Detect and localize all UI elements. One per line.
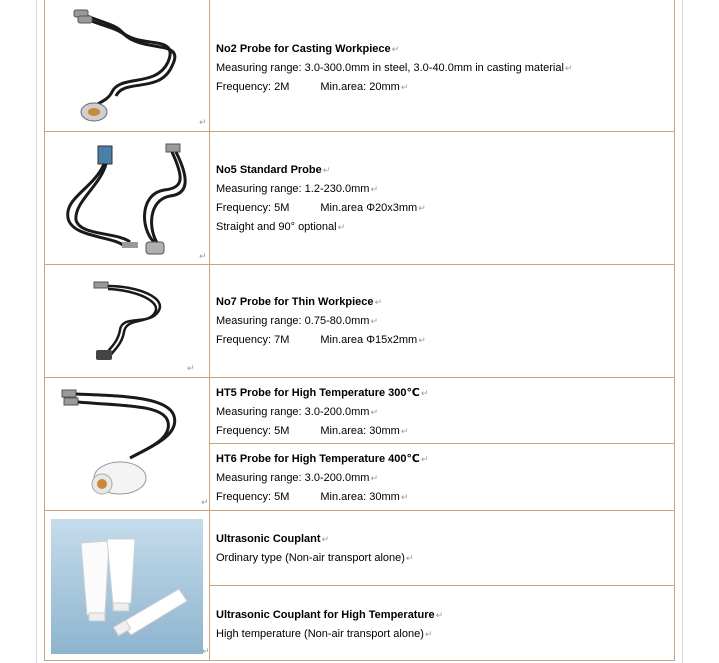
product-title: No7 Probe for Thin Workpiece [216, 296, 374, 308]
min-area: Min.area: 20mm [320, 81, 400, 93]
product-cell-couplant-high-temp: Ultrasonic Couplant for High Temperature↵ High temperature (Non-air transport alone)↵ [216, 609, 444, 640]
measuring-range: Measuring range: 3.0-200.0mm [216, 472, 370, 484]
product-cell-no5: No5 Standard Probe↵ Measuring range: 1.2-230.0mm↵ Frequency: 5M Min.area Φ20x3mm↵ Straight and 90° optional↵ [216, 164, 426, 233]
paragraph-mark: ↵ [202, 646, 210, 656]
measuring-range: Measuring range: 0.75-80.0mm [216, 315, 370, 327]
angle-option: Straight and 90° optional [216, 221, 337, 233]
product-title: No5 Standard Probe [216, 164, 322, 176]
paragraph-mark: ↵ [187, 363, 195, 373]
row-divider [44, 510, 675, 511]
frequency: Frequency: 5M [216, 202, 290, 214]
product-description: High temperature (Non-air transport alone) [216, 628, 424, 640]
frequency: Frequency: 7M [216, 334, 290, 346]
min-area: Min.area: 30mm [320, 491, 400, 503]
product-title: Ultrasonic Couplant for High Temperature [216, 609, 435, 621]
table-border-left [44, 0, 45, 661]
table-border-right [674, 0, 675, 661]
measuring-range: Measuring range: 3.0-200.0mm [216, 406, 370, 418]
min-area: Min.area Φ15x2mm [320, 334, 418, 346]
probe-cable-photo [58, 386, 198, 504]
product-cell-ht6: HT6 Probe for High Temperature 400℃↵ Measuring range: 3.0-200.0mm↵ Frequency: 5M Min.area: 30mm↵ [216, 453, 429, 503]
page-edge-right [682, 0, 683, 663]
couplant-tubes-photo [51, 519, 203, 654]
frequency: Frequency: 2M [216, 81, 290, 93]
measuring-range: Measuring range: 3.0-300.0mm in steel, 3.0-40.0mm in casting material [216, 62, 564, 74]
product-title: Ultrasonic Couplant [216, 533, 321, 545]
product-description: Ordinary type (Non-air transport alone) [216, 552, 405, 564]
row-divider [44, 131, 675, 132]
product-cell-no2: No2 Probe for Casting Workpiece↵ Measuring range: 3.0-300.0mm in steel, 3.0-40.0mm in casting material↵ Frequency: 2M Min.area: 20mm↵ [216, 43, 573, 93]
frequency: Frequency: 5M [216, 491, 290, 503]
table-border-bottom [44, 660, 675, 661]
product-cell-ht5: HT5 Probe for High Temperature 300℃↵ Measuring range: 3.0-200.0mm↵ Frequency: 5M Min.area: 30mm↵ [216, 387, 429, 437]
row-divider [44, 264, 675, 265]
frequency: Frequency: 5M [216, 425, 290, 437]
product-title: HT5 Probe for High Temperature 300℃ [216, 387, 420, 399]
paragraph-mark: ↵ [199, 117, 207, 127]
min-area: Min.area: 30mm [320, 425, 400, 437]
probe-cable-photo [54, 138, 204, 260]
row-divider [44, 377, 675, 378]
row-divider [209, 585, 675, 586]
table-column-divider [209, 0, 210, 661]
product-cell-couplant: Ultrasonic Couplant↵ Ordinary type (Non-air transport alone)↵ [216, 533, 414, 564]
paragraph-mark: ↵ [199, 251, 207, 261]
product-title: No2 Probe for Casting Workpiece [216, 43, 391, 55]
paragraph-mark: ↵ [201, 497, 209, 507]
product-cell-no7: No7 Probe for Thin Workpiece↵ Measuring range: 0.75-80.0mm↵ Frequency: 7M Min.area Φ15x2mm↵ [216, 296, 426, 346]
min-area: Min.area Φ20x3mm [320, 202, 418, 214]
row-divider [209, 443, 675, 444]
probe-cable-photo [60, 4, 200, 128]
measuring-range: Measuring range: 1.2-230.0mm [216, 183, 370, 195]
product-title: HT6 Probe for High Temperature 400℃ [216, 453, 420, 465]
probe-cable-photo [88, 278, 188, 368]
page-edge-left [36, 0, 37, 663]
